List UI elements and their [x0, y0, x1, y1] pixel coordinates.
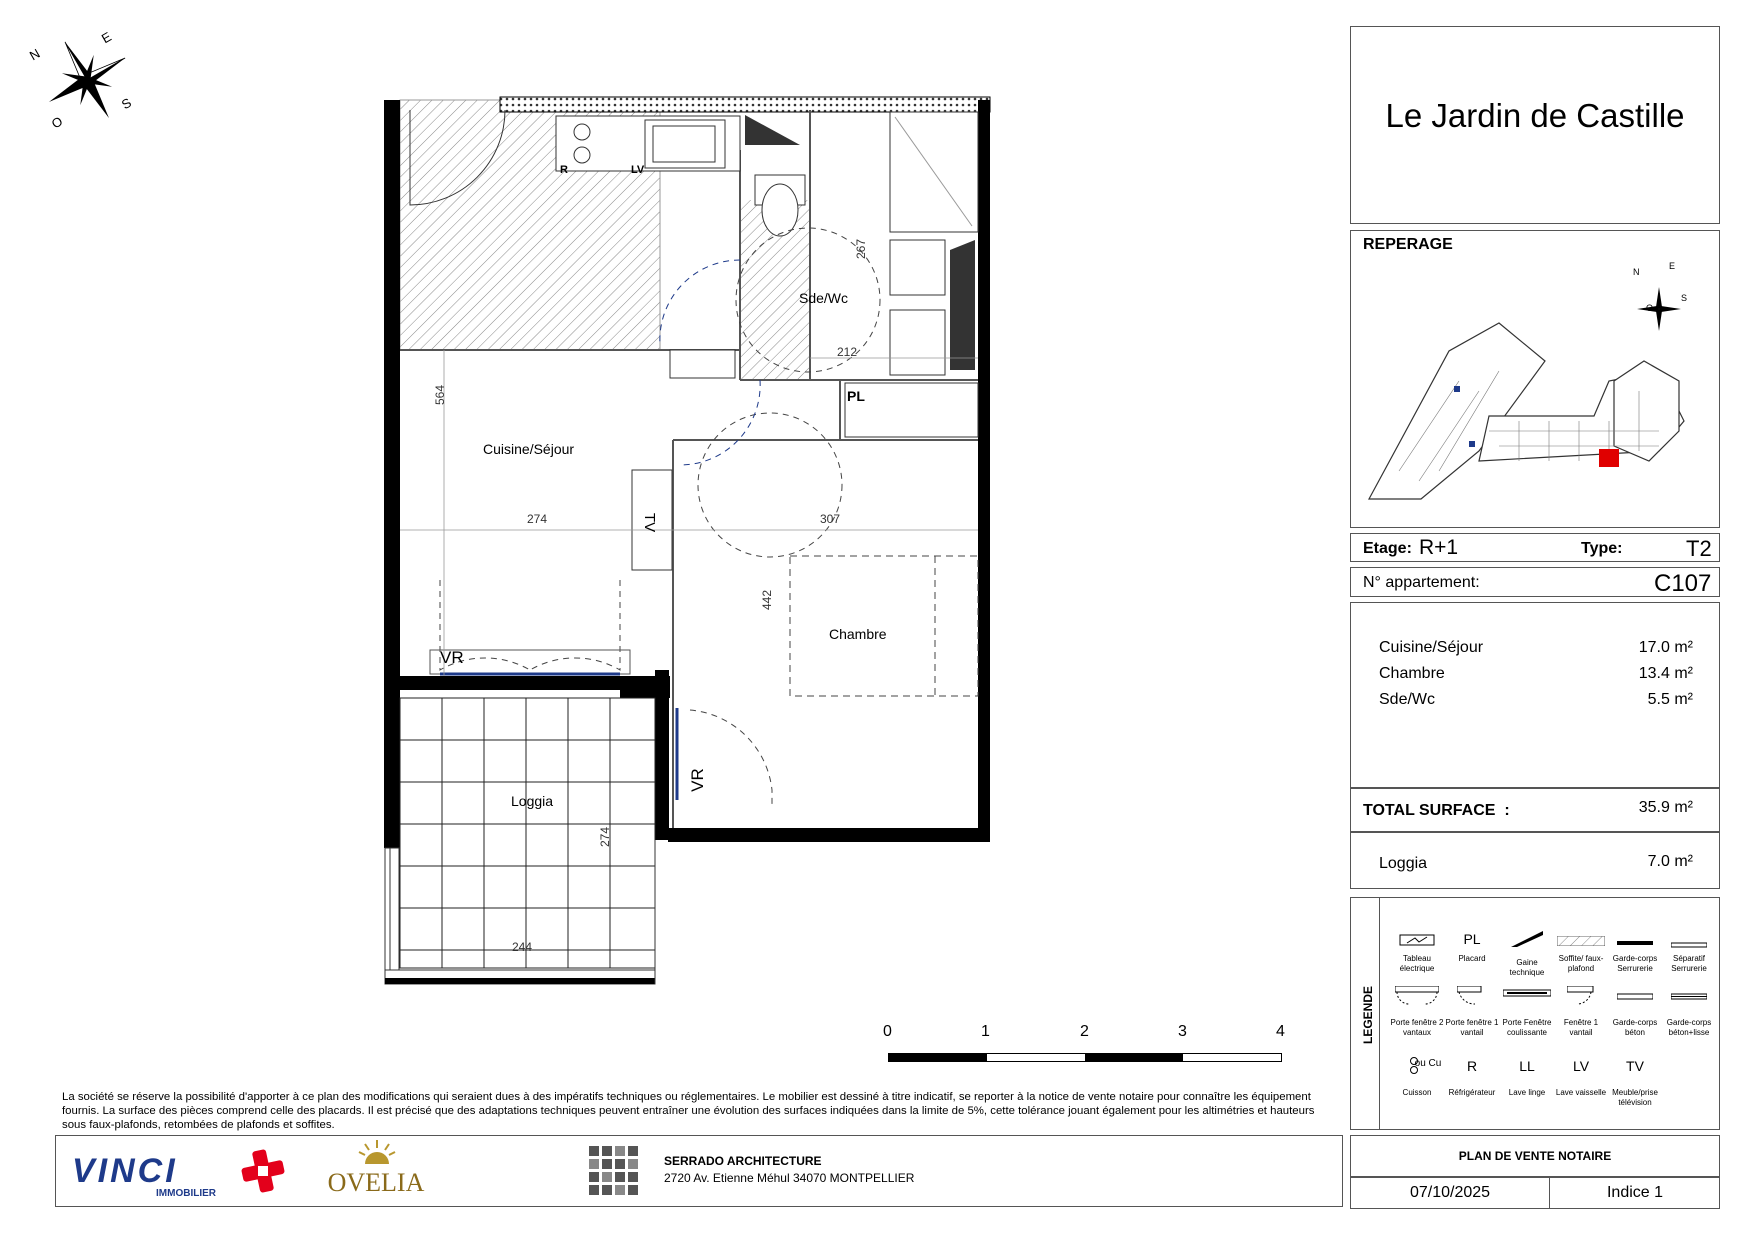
- project-title: Le Jardin de Castille: [1385, 97, 1685, 134]
- dim-274-loggia: 274: [598, 826, 613, 848]
- surfaces-box: [1350, 602, 1720, 788]
- legend-caption: Cuisson: [1402, 1088, 1432, 1097]
- legend-symbol-tv: TV: [1626, 1058, 1644, 1074]
- compass-o: O: [48, 113, 66, 132]
- room-label-loggia: Loggia: [511, 793, 554, 809]
- room-label-sde: Sde/Wc: [799, 290, 849, 306]
- surface-value: 5.5 m²: [1647, 691, 1693, 708]
- west-wall: [384, 100, 400, 848]
- legend-caption: Lave linge: [1508, 1088, 1546, 1097]
- scale-tick-0: 0: [883, 1023, 892, 1040]
- type-value: T2: [1686, 536, 1712, 561]
- date-row: [1350, 1177, 1720, 1209]
- doc-date: 07/10/2025: [1409, 1184, 1491, 1201]
- etage-label: Etage:: [1363, 540, 1412, 557]
- legend-symbol-lv: LV: [1572, 1058, 1590, 1074]
- project-title-box: [1350, 26, 1720, 224]
- scale-tick-1: 1: [981, 1023, 990, 1040]
- reperage-compass-s: S: [1681, 293, 1688, 303]
- loggia-box: [1350, 832, 1720, 889]
- vinci-wordmark: VINCI: [72, 1152, 178, 1190]
- legend-caption: Gaine technique: [1509, 958, 1545, 977]
- legend-symbol-gc-beton-lisse: [1661, 988, 1717, 1004]
- surface-value: 13.4 m²: [1638, 665, 1693, 682]
- apt-value: C107: [1654, 570, 1712, 597]
- legend-box: [1350, 897, 1720, 1130]
- vinci-logo: [72, 1146, 292, 1198]
- dim-274-sejour: 274: [527, 512, 548, 526]
- surface-value: 17.0 m²: [1638, 639, 1693, 656]
- compass-e: E: [98, 28, 114, 47]
- reperage-compass-o: O: [1646, 303, 1654, 313]
- electric-panel: [670, 350, 735, 378]
- ovelia-sun-icon: [357, 1140, 397, 1166]
- architect-address: 2720 Av. Etienne Méhul 34070 MONTPELLIER: [664, 1171, 915, 1185]
- ovelia-wordmark: OVELIA: [327, 1168, 425, 1197]
- legend-symbol-tableau: [1389, 933, 1445, 949]
- location-map: [1359, 271, 1714, 521]
- dim-267: 267: [854, 238, 869, 260]
- legend-caption: Garde-corps béton+lisse: [1666, 1018, 1712, 1037]
- ovelia-logo: [321, 1140, 431, 1204]
- loggia-wall-step: [620, 676, 670, 698]
- legend-caption: Meuble/prise télévision: [1612, 1088, 1658, 1107]
- technical-shaft: [745, 115, 800, 145]
- legend-caption: Lave vaisselle: [1555, 1088, 1607, 1097]
- reperage-compass-n: N: [1633, 267, 1640, 277]
- legend-symbol-gaine: [1499, 931, 1555, 950]
- reperage-box: [1350, 230, 1720, 528]
- doc-type: PLAN DE VENTE NOTAIRE: [1458, 1149, 1612, 1163]
- legend-caption: Soffite/ faux-plafond: [1558, 954, 1604, 973]
- loggia-railing-left: [385, 848, 399, 984]
- top-wall: [500, 97, 990, 112]
- legend-symbol-soffite: [1553, 933, 1609, 949]
- serrado-logo-icon: [589, 1146, 639, 1196]
- tag-tv: TV: [641, 512, 659, 533]
- legend-caption: Fenêtre 1 vantail: [1563, 1018, 1599, 1037]
- architect-name: SERRADO ARCHITECTURE: [664, 1154, 822, 1168]
- etage-value: R+1: [1419, 536, 1459, 559]
- legend-caption: Séparatif Serrurerie: [1671, 954, 1707, 973]
- surface-name: Sde/Wc: [1379, 691, 1436, 708]
- legend-caption: Garde-corps béton: [1612, 1018, 1658, 1037]
- scale-tick-4: 4: [1276, 1023, 1285, 1040]
- type-label: Type:: [1581, 540, 1623, 557]
- total-label: TOTAL SURFACE :: [1363, 802, 1510, 819]
- compass-s: S: [118, 94, 134, 113]
- compass-n: N: [26, 45, 43, 64]
- legend-caption: Tableau électrique: [1399, 954, 1435, 973]
- room-label-cuisine: Cuisine/Séjour: [483, 441, 575, 457]
- legend-symbol-r: R: [1466, 1058, 1478, 1074]
- disclaimer-text: La société se réserve la possibilité d'apporter à ce plan des modifications qui seraient dues à des impératifs techniques ou réglementaires. Le mobilier est dessiné à titre indicatif, se reporter à la notice de vente notaire pour connaître les équipement fournis. La surface des pièces comprend celle des placards. Il est précisé que des adaptations techniques peuvent entraîner une évolution des surfaces indiquées dans la limite de 5%, cette tolérance jouant également pour les altimétries et hauteurs sous faux-plafonds, retombées de plafonds et soffites.: [62, 1091, 1315, 1131]
- dim-442: 442: [760, 589, 775, 611]
- loggia-tiles: [400, 698, 655, 968]
- dim-564: 564: [433, 384, 448, 406]
- legend-title: LEGENDE: [1361, 985, 1376, 1045]
- tag-vr-sejour: VR: [440, 648, 464, 667]
- surface-name: Chambre: [1379, 665, 1445, 682]
- tag-r: R: [560, 164, 568, 176]
- east-wall: [978, 100, 990, 842]
- reperage-label: REPERAGE: [1363, 236, 1453, 253]
- legend-caption: Réfrigérateur: [1448, 1088, 1496, 1097]
- floor-plan: [0, 0, 1000, 1000]
- legend-caption: Garde-corps Serrurerie: [1612, 954, 1658, 973]
- vinci-sub: IMMOBILIER: [156, 1188, 216, 1199]
- legend-caption: Porte fenêtre 2 vantaux: [1390, 1018, 1444, 1037]
- legend-symbol-cuisson-text: ou Cu: [1414, 1058, 1442, 1069]
- loggia-wall-top: [400, 676, 630, 690]
- legend-caption: Porte Fenêtre coulissante: [1502, 1018, 1552, 1037]
- doc-indice: Indice 1: [1606, 1184, 1664, 1201]
- legend-symbol-pl: PL: [1463, 931, 1481, 947]
- legend-symbol-separatif: [1661, 935, 1717, 951]
- total-box: [1350, 788, 1720, 832]
- scale-bar: [888, 1053, 1282, 1062]
- dim-244: 244: [512, 940, 533, 954]
- dim-212: 212: [837, 345, 858, 359]
- loggia-label: Loggia: [1379, 855, 1428, 872]
- legend-symbol-garde-corps-serr: [1607, 935, 1663, 951]
- legend-caption: Placard: [1458, 954, 1486, 963]
- reperage-compass-e: E: [1669, 261, 1676, 271]
- surface-name: Cuisine/Séjour: [1379, 639, 1484, 656]
- tag-vr-chambre: VR: [687, 768, 707, 792]
- legend-symbol-porte-2v: [1389, 986, 1445, 1009]
- scale-tick-3: 3: [1178, 1023, 1187, 1040]
- wc-bowl: [762, 184, 798, 236]
- tag-pl: PL: [847, 388, 865, 404]
- footer-logos-box: [55, 1135, 1343, 1207]
- scale-tick-2: 2: [1080, 1023, 1089, 1040]
- legend-symbol-gc-beton: [1607, 988, 1663, 1004]
- dim-307: 307: [820, 512, 841, 526]
- loggia-value: 7.0 m²: [1647, 853, 1693, 870]
- apartment-highlight: [1599, 449, 1619, 467]
- etage-row: [1350, 533, 1720, 562]
- legend-symbol-ll: LL: [1519, 1058, 1535, 1074]
- south-wall: [668, 828, 990, 842]
- total-value: 35.9 m²: [1638, 799, 1693, 816]
- apartment-row: [1350, 567, 1720, 597]
- doc-type-row: [1350, 1135, 1720, 1177]
- vinci-cross-icon: [238, 1146, 288, 1196]
- wash-basin: [890, 240, 945, 295]
- legend-symbol-porte-1v: [1444, 986, 1500, 1009]
- apt-label: N° appartement:: [1363, 574, 1480, 591]
- room-label-chambre: Chambre: [829, 626, 887, 642]
- legend-symbol-fenetre: [1553, 986, 1609, 1009]
- legend-caption: Porte fenêtre 1 vantail: [1445, 1018, 1499, 1037]
- tag-lv: LV: [631, 164, 645, 176]
- legend-symbol-coulissante: [1499, 986, 1555, 1002]
